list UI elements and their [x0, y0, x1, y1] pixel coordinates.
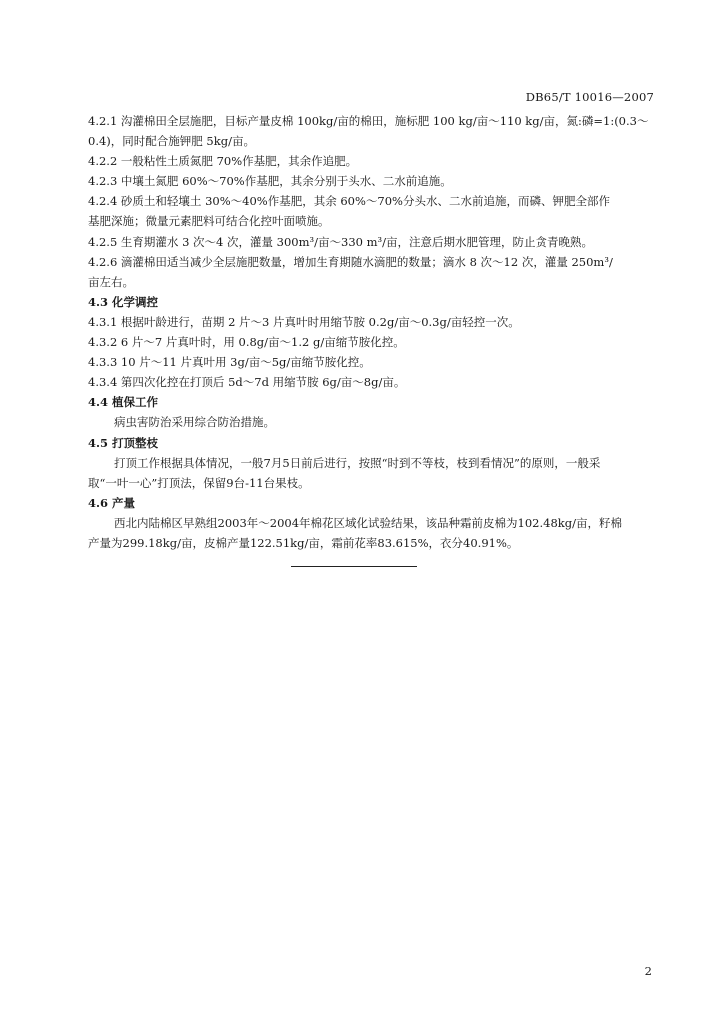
clause-4-3-4: 4.3.4 第四次化控在打顶后 5d～7d 用缩节胺 6g/亩～8g/亩。: [88, 375, 406, 390]
clause-4-2-1: 4.2.1 沟灌棉田全层施肥，目标产量皮棉 100kg/亩的棉田，施标肥 100 kg/亩～110 kg/亩，氮:磷=1:(0.3～: [88, 114, 649, 128]
paragraph-4-5-cont: 取“一叶一心”打顶法，保留9台-11台果枝。: [88, 475, 310, 490]
end-rule: [291, 566, 417, 567]
clause-4-2-5: 4.2.5 生育期灌水 3 次～4 次，灌量 300m³/亩～330 m³/亩，注意后期水肥管理，防止贪青晚熟。: [88, 234, 594, 249]
clause-4-2-6-cont: 亩左右。: [88, 274, 134, 289]
clause-4-2-2: 4.2.2 一般粘性土质氮肥 70%作基肥，其余作追肥。: [88, 154, 358, 169]
clause-4-3-1: 4.3.1 根据叶龄进行，苗期 2 片～3 片真叶时用缩节胺 0.2g/亩～0.3g/亩轻控一次。: [88, 314, 520, 329]
page-number: 2: [644, 964, 652, 978]
document-code: DB65/T 10016—2007: [525, 90, 654, 104]
paragraph-4-4: 病虫害防治采用综合防治措施。: [114, 415, 275, 430]
section-4-6-heading: 4.6 产量: [88, 495, 136, 510]
clause-4-2-6: 4.2.6 滴灌棉田适当减少全层施肥数量，增加生育期随水滴肥的数量；滴水 8 次～12 次，灌量 250m³/: [88, 254, 613, 269]
clause-4-3-2: 4.3.2 6 片～7 片真叶时，用 0.8g/亩～1.2 g/亩缩节胺化控。: [88, 335, 405, 350]
clause-4-2-1-cont: 0.4)，同时配合施钾肥 5kg/亩。: [88, 134, 255, 149]
clause-4-2-4-cont: 基肥深施；微量元素肥料可结合化控叶面喷施。: [88, 214, 330, 229]
paragraph-4-5: 打顶工作根据具体情况，一般7月5日前后进行，按照“时到不等枝，枝到看情况”的原则，一般采: [114, 455, 601, 470]
section-4-3-heading: 4.3 化学调控: [88, 294, 159, 309]
clause-4-3-3: 4.3.3 10 片～11 片真叶用 3g/亩～5g/亩缩节胺化控。: [88, 355, 371, 370]
clause-4-2-4: 4.2.4 砂质土和轻壤土 30%～40%作基肥，其余 60%～70%分头水、二水前追施，而磷、钾肥全部作: [88, 194, 610, 209]
clause-4-2-3: 4.2.3 中壤土氮肥 60%～70%作基肥，其余分别于头水、二水前追施。: [88, 174, 452, 189]
section-4-5-heading: 4.5 打顶整枝: [88, 435, 159, 450]
paragraph-4-6: 西北内陆棉区早熟组2003年～2004年棉花区域化试验结果，该品种霜前皮棉为102.48kg/亩，籽棉: [114, 515, 622, 530]
document-body: [88, 114, 658, 556]
paragraph-4-6-cont: 产量为299.18kg/亩，皮棉产量122.51kg/亩，霜前花率83.615%，衣分40.91%。: [88, 535, 519, 550]
section-4-4-heading: 4.4 植保工作: [88, 395, 159, 410]
